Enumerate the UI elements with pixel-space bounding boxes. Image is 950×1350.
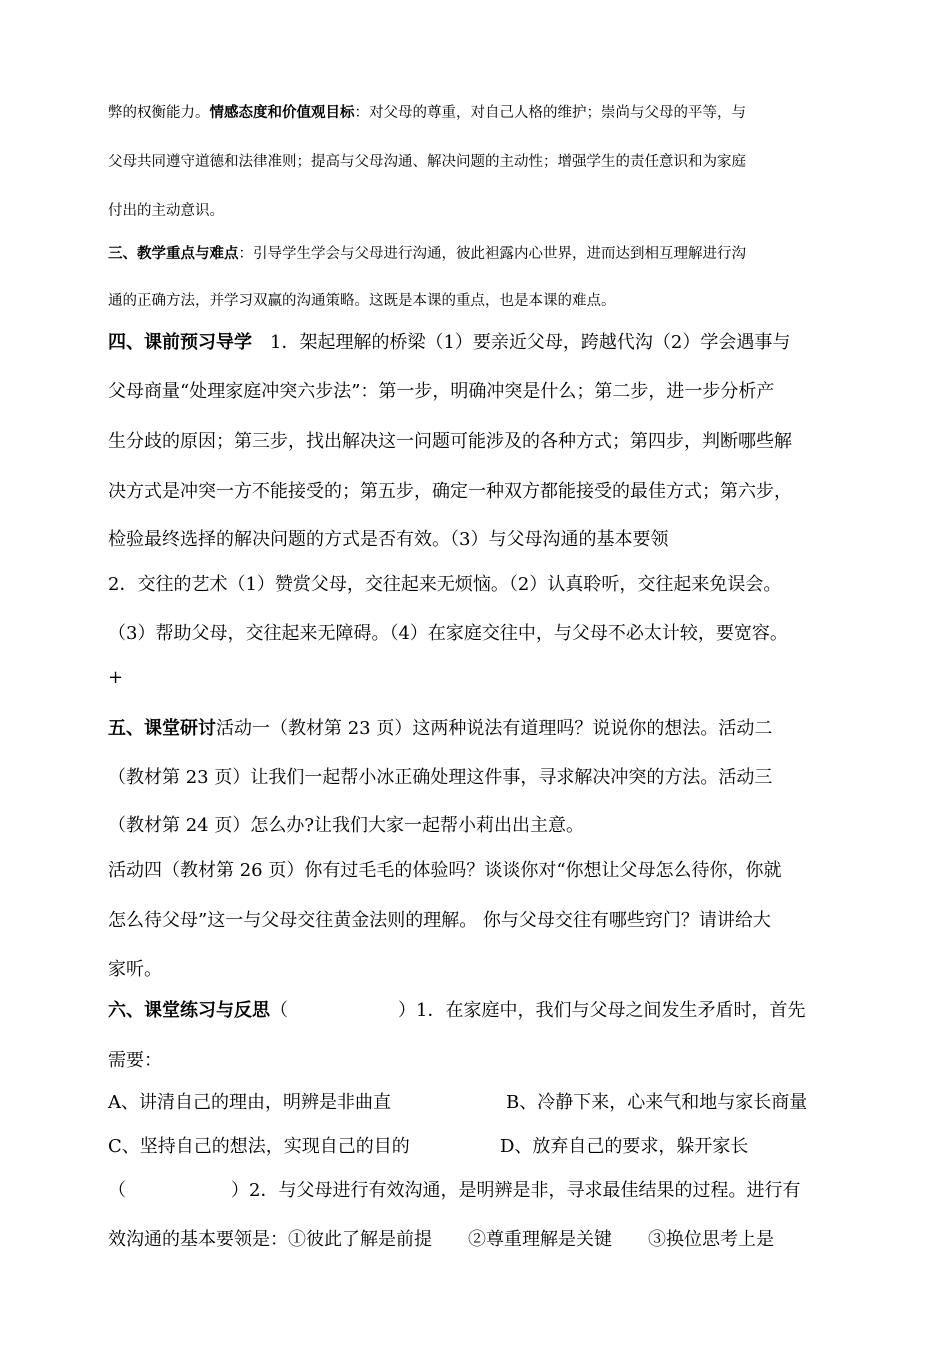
text-line: 2．交往的艺术（1）赞赏父母，交往起来无烦恼。（2）认真聆听，交往起来免误会。 (108, 574, 782, 595)
section-heading: 三、教学重点与难点 (108, 245, 239, 262)
text-line: （教材第 24 页）怎么办?让我们大家一起帮小莉出出主意。 (108, 815, 584, 836)
text-line (108, 101, 868, 122)
text-line: + (108, 667, 124, 688)
text-run: 活动一（教材第 23 页）这两种说法有道理吗？说说你的想法。活动二 (216, 718, 773, 739)
option-a: A、讲清自己的理由，明辨是非曲直 (108, 1092, 391, 1113)
text-run: 弊的权衡能力。 (108, 105, 210, 121)
text-line: 付出的主动意识。 (108, 203, 224, 219)
text-line: 家听。 (108, 959, 162, 980)
text-line: 怎么待父母”这一与父母交往黄金法则的理解。 你与父母交往有哪些窍门？请讲给大 (108, 910, 771, 931)
text-line: 父母商量“处理家庭冲突六步法”：第一步，明确冲突是什么；第二步，进一步分析产 (108, 381, 775, 402)
text-line (108, 996, 868, 1022)
text-run: （ (270, 1000, 288, 1021)
option-b: B、冷静下来，心来气和地与家长商量 (506, 1092, 808, 1113)
text-line (108, 714, 868, 740)
text-line (108, 242, 868, 263)
text-line: 效沟通的基本要领是：①彼此了解是前提 ②尊重理解是关键 ③换位思考上是 (108, 1229, 774, 1250)
text-line: 检验最终选择的解决问题的方式是否有效。（3）与父母沟通的基本要领 (108, 529, 669, 550)
text-run: ）2．与父母进行有效沟通，是明辨是非，寻求最佳结果的过程。进行有 (231, 1180, 801, 1201)
text-line: （教材第 23 页）让我们一起帮小冰正确处理这件事，寻求解决冲突的方法。活动三 (108, 767, 773, 788)
option-c: C、坚持自己的想法，实现自己的目的 (108, 1136, 410, 1157)
text-line (108, 328, 868, 354)
section-heading: 四、课前预习导学 (108, 332, 252, 353)
text-run: ：对父母的尊重，对自己人格的维护；崇尚与父母的平等，与 (354, 105, 746, 121)
text-line: 通的正确方法，并学习双赢的沟通策略。这既是本课的重点，也是本课的难点。 (108, 293, 616, 309)
text-run: 1．架起理解的桥梁（1）要亲近父母，跨越代沟（2）学会遇事与 (252, 332, 791, 353)
section-heading: 五、课堂研讨 (108, 718, 216, 739)
text-run: （ (108, 1180, 126, 1201)
text-run: ）1．在家庭中，我们与父母之间发生矛盾时，首先 (398, 1000, 806, 1021)
text-line: 生分歧的原因；第三步，找出解决这一问题可能涉及的各种方式；第四步，判断哪些解 (108, 431, 792, 452)
section-heading: 六、课堂练习与反思 (108, 1000, 270, 1021)
text-line: 活动四（教材第 26 页）你有过毛毛的体验吗？谈谈你对“你想让父母怎么待你，你就 (108, 860, 782, 881)
text-line (108, 1176, 868, 1202)
text-line: 决方式是冲突一方不能接受的；第五步，确定一种双方都能接受的最佳方式；第六步， (108, 481, 792, 502)
text-line: 需要： (108, 1050, 162, 1071)
bold-heading: 情感态度和价值观目标 (209, 104, 355, 121)
text-run: ：引导学生学会与父母进行沟通，彼此袒露内心世界，进而达到相互理解进行沟 (238, 246, 746, 262)
text-line: 父母共同遵守道德和法律准则；提高与父母沟通、解决问题的主动性；增强学生的责任意识和为家庭 (108, 154, 746, 170)
option-d: D、放弃自己的要求，躲开家长 (500, 1136, 749, 1157)
text-line: （3）帮助父母，交往起来无障碍。（4）在家庭交往中，与父母不必太计较，要宽容。 (108, 623, 788, 644)
